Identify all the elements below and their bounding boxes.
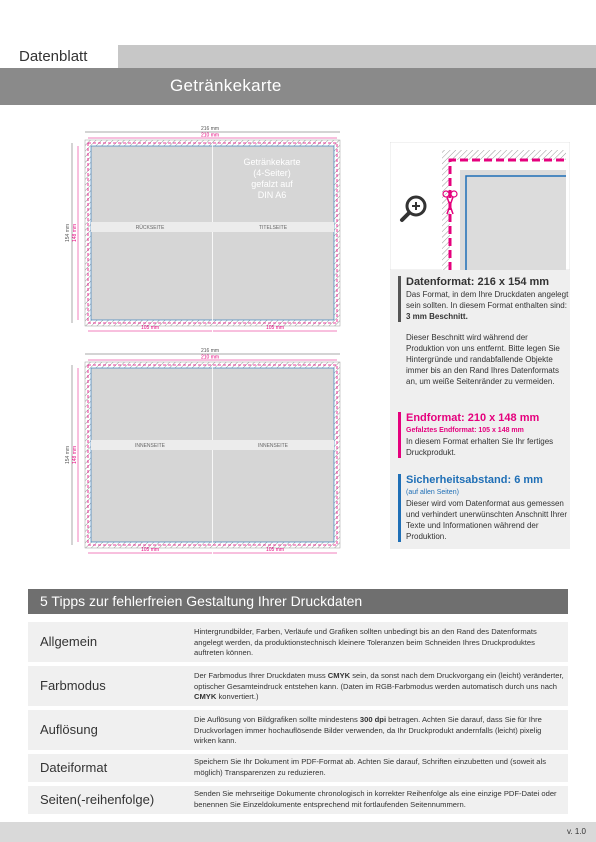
dim-bottom-right: 105 mm [265,547,285,553]
info-panel [390,142,570,549]
dim-left-outer: 154 mm [65,445,71,465]
tip-row-farbmodus [28,666,568,706]
tip-label: Allgemein [40,634,98,649]
datenformat-text [406,289,572,322]
overlay-line-4: DIN A6 [257,190,287,200]
tip-text-part: konvertiert.) [216,692,259,701]
overlay-line-3: gefalzt auf [251,179,293,189]
zoom-detail-illustration [390,142,570,270]
sicherheit-box [398,474,572,542]
endformat-text: In diesem Format erhalten Sie Ihr fertiges Druckprodukt. [406,437,554,457]
title-bar [0,68,596,105]
tip-text-part: betragen. Achten Sie darauf, dass Sie für Ihre Druckvorlagen immer hochauflösende Bilder verwenden, da Ihr Druckprodukt andernfalls (leicht) pixelig wirken kann. [194,715,542,745]
page-title: Getränkekarte [170,76,282,95]
datasheet-tab [0,45,118,68]
dim-left-outer: 154 mm [65,223,71,243]
endformat-sub: Gefalztes Endformat: 105 x 148 mm [406,427,524,434]
tip-label: Dateiformat [40,760,108,775]
datenformat-box [398,276,572,322]
datasheet-tab-label: Datenblatt [19,48,88,65]
tips-header-title: 5 Tipps zur fehlerfreien Gestaltung Ihrer Druckdaten [40,593,363,609]
tip-label: Seiten(-reihenfolge) [40,792,155,807]
tip-text: Senden Sie mehrseitige Dokumente chronologisch in korrekter Reihenfolge als eine einzige PDF-Datei oder benennen Sie Einzeldokumente entsprechend mit fortlaufenden Seitennummern. [194,789,557,809]
format-diagram-inside [50,340,360,560]
tip-text: Speichern Sie Ihr Dokument im PDF-Format ab. Achten Sie darauf, Schriften einzubetten und (soweit als möglich) Transparenzen zu reduzieren. [194,757,547,777]
dim-bottom-left: 105 mm [140,325,160,331]
dim-top-inner: 210 mm [200,354,220,361]
version-label: v. 1.0 [567,827,586,836]
tip-text [194,715,564,747]
tip-text: Hintergrundbilder, Farben, Verläufe und Grafiken sollten unbedingt bis an den Rand des Datenformats angelegt werden, da produktionstechnisch kleinere Toleranzen beim Schneiden Ihres Druckproduktes auftreten können. [194,627,537,657]
tip-text-bold: CMYK [194,692,217,701]
tip-text-bold: 300 dpi [359,715,387,724]
dim-bottom-right: 105 mm [265,325,285,331]
dim-top-inner: 210 mm [200,132,220,139]
dim-top-outer: 216 mm [200,348,220,354]
tip-row-allgemein [28,622,568,662]
section-label-right: TITELSEITE [258,225,288,231]
tip-text-part: Der Farbmodus Ihrer Druckdaten muss [194,671,328,680]
overlay-line-2: (4-Seiter) [253,168,291,178]
tip-text-part: Die Auflösung von Bildgrafiken sollte mindestens [194,715,360,724]
label-band [91,440,334,450]
footer-bar [0,822,596,842]
endformat-box [398,412,572,458]
dim-left-inner: 148 mm [72,445,78,465]
sicherheit-text: Dieser wird vom Datenformat aus gemessen und verhindert unerwünschten Anschnitt Ihrer Texte und Informationen während der Produktion. [406,499,567,541]
endformat-title: Endformat: 210 x 148 mm [406,412,540,424]
label-band [91,222,334,232]
beschnitt-text: Dieser Beschnitt wird während der Produktion von uns entfernt. Bitte legen Sie Hintergründe und randabfallende Objekte immer bis an den Rand Ihres Datenformats an, um weiße Seitenränder zu vermeiden. [406,333,560,386]
section-label-left: INNENSEITE [134,443,166,449]
datenformat-title: Datenformat: 216 x 154 mm [406,276,550,288]
tips-header [28,589,568,614]
tip-label: Farbmodus [40,678,106,693]
dim-bottom-left: 105 mm [140,547,160,553]
overlay-line-1: Getränkekarte [243,157,301,167]
sicherheit-sub: (auf allen Seiten) [406,489,459,496]
format-diagram-outside [50,118,360,338]
section-label-right: INNENSEITE [257,443,289,449]
datenformat-text-main: Das Format, in dem Ihre Druckdaten angelegt sein sollten. In diesem Format enthalten sind: [406,290,569,310]
section-label-left: RÜCKSEITE [135,225,165,231]
tip-row-seitenreihenfolge [28,786,568,814]
tip-label: Auflösung [40,722,98,737]
sicherheit-title: Sicherheitsabstand: 6 mm [406,474,543,486]
tip-row-aufloesung [28,710,568,750]
tip-row-dateiformat [28,754,568,782]
dim-left-inner: 148 mm [72,223,78,243]
dim-top-outer: 216 mm [200,126,220,132]
tip-text [194,671,564,703]
tip-text-part: sein, da sonst nach dem Druckvorgang ein (leicht) veränderter, optischer Gesamteindruck entstehen kann. (Daten im RGB-Farbmodus werden automatisch durch uns nach [194,671,564,691]
datenformat-text-bold: 3 mm Beschnitt. [406,312,468,321]
tip-text-bold: CMYK [327,671,351,680]
